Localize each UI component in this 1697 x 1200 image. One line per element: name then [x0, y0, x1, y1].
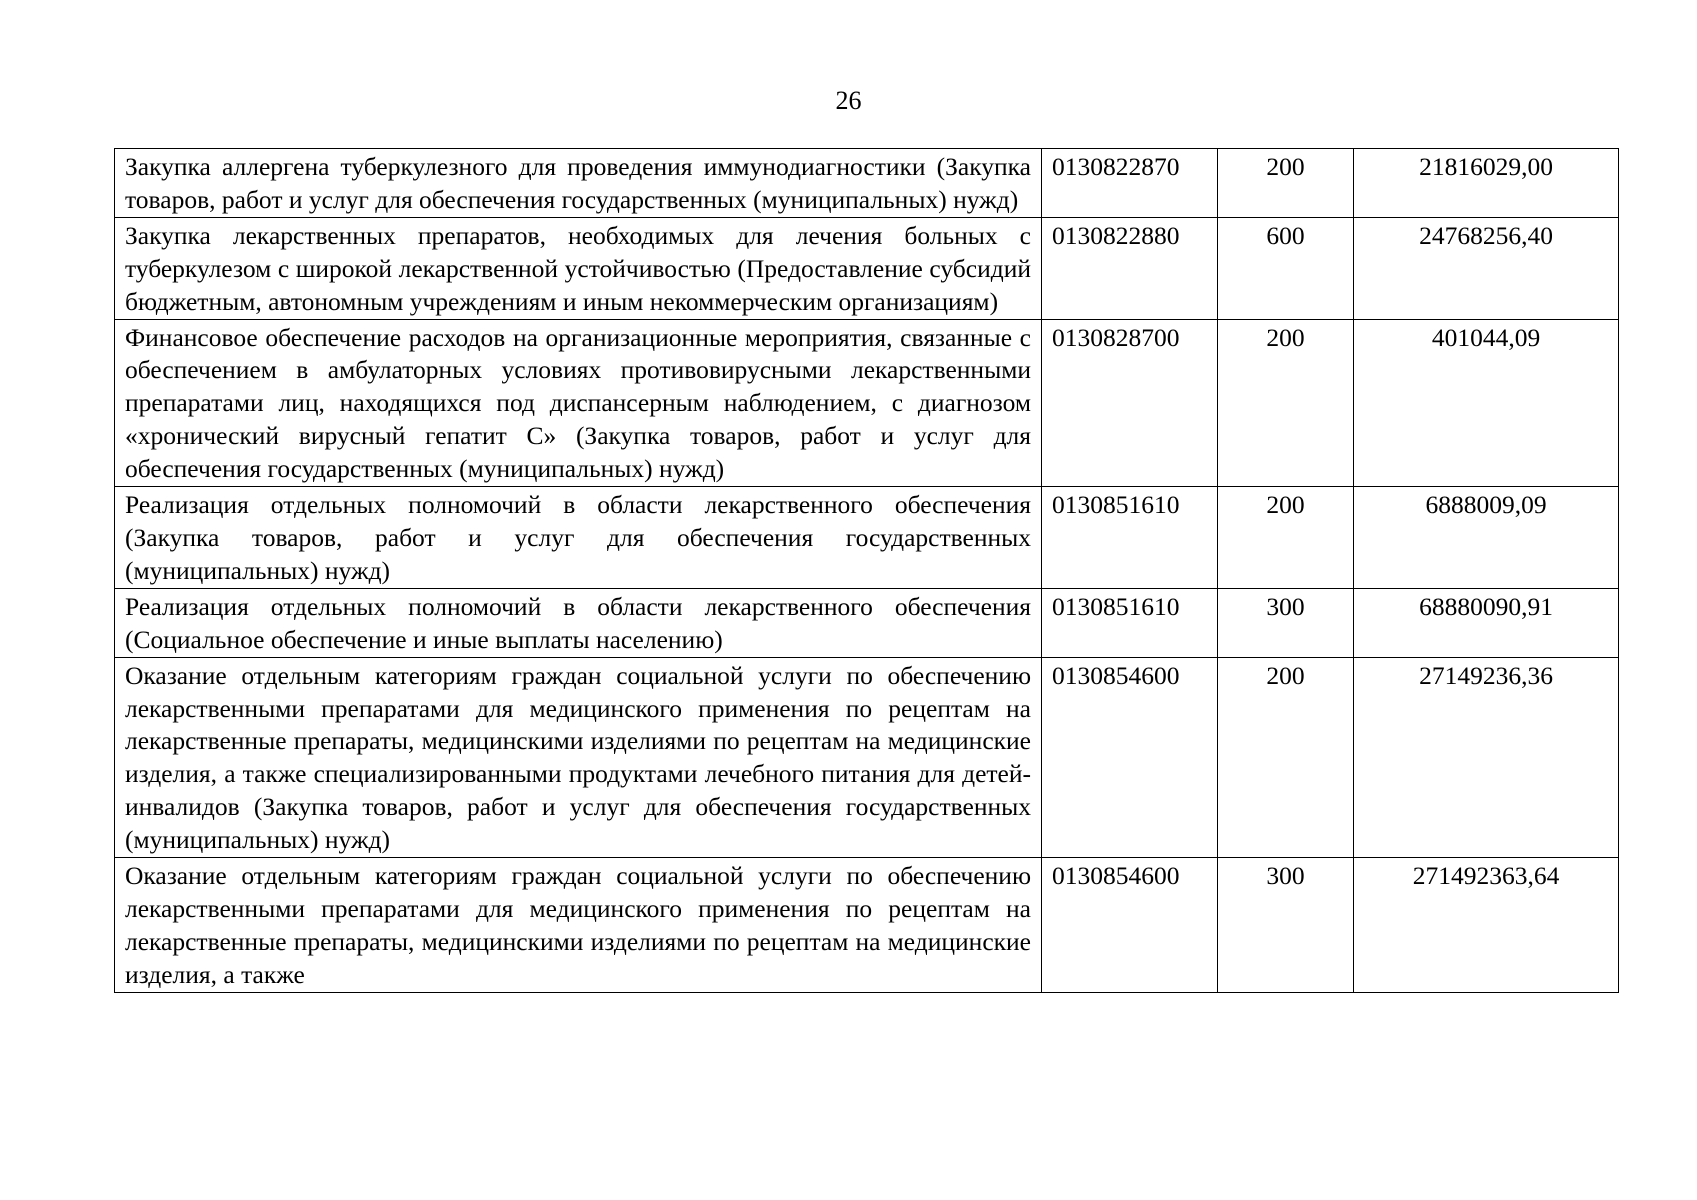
expense-name: Реализация отдельных полномочий в области лекарственного обеспечения (Социальное обеспечение и иные выплаты населению): [115, 588, 1042, 657]
budget-table: [114, 148, 1619, 993]
amount-value: 21816029,00: [1354, 149, 1619, 218]
amount-value: 6888009,09: [1354, 487, 1619, 589]
amount-value: 24768256,40: [1354, 217, 1619, 319]
target-article-code: 0130822870: [1042, 149, 1218, 218]
expense-type-code: 200: [1218, 319, 1354, 487]
table-row: [115, 487, 1619, 589]
target-article-code: 0130828700: [1042, 319, 1218, 487]
amount-value: 68880090,91: [1354, 588, 1619, 657]
table-row: [115, 858, 1619, 993]
target-article-code: 0130854600: [1042, 858, 1218, 993]
expense-name: Оказание отдельным категориям граждан социальной услуги по обеспечению лекарственными препаратами для медицинского применения по рецептам на лекарственные препараты, медицинскими изделиями по рецептам на медицинские изделия, а также: [115, 858, 1042, 993]
table-row: [115, 149, 1619, 218]
page-number: 26: [835, 86, 862, 115]
expense-type-code: 200: [1218, 487, 1354, 589]
amount-value: 271492363,64: [1354, 858, 1619, 993]
expense-name: Закупка аллергена туберкулезного для проведения иммунодиагностики (Закупка товаров, работ и услуг для обеспечения государственных (муниципальных) нужд): [115, 149, 1042, 218]
amount-value: 401044,09: [1354, 319, 1619, 487]
expense-name: Реализация отдельных полномочий в области лекарственного обеспечения (Закупка товаров, работ и услуг для обеспечения государственных (муниципальных) нужд): [115, 487, 1042, 589]
expense-name: Закупка лекарственных препаратов, необходимых для лечения больных с туберкулезом с широкой лекарственной устойчивостью (Предоставление субсидий бюджетным, автономным учреждениям и иным некоммерческим организациям): [115, 217, 1042, 319]
table-row: [115, 657, 1619, 857]
expense-type-code: 300: [1218, 588, 1354, 657]
target-article-code: 0130851610: [1042, 487, 1218, 589]
amount-value: 27149236,36: [1354, 657, 1619, 857]
expense-type-code: 600: [1218, 217, 1354, 319]
target-article-code: 0130851610: [1042, 588, 1218, 657]
target-article-code: 0130822880: [1042, 217, 1218, 319]
expense-name: Финансовое обеспечение расходов на организационные мероприятия, связанные с обеспечением в амбулаторных условиях противовирусными лекарственными препаратами лиц, находящихся под диспансерным наблюдением, с диагнозом «хронический вирусный гепатит С» (Закупка товаров, работ и услуг для обеспечения государственных (муниципальных) нужд): [115, 319, 1042, 487]
expense-type-code: 300: [1218, 858, 1354, 993]
expense-type-code: 200: [1218, 657, 1354, 857]
expense-name: Оказание отдельным категориям граждан социальной услуги по обеспечению лекарственными препаратами для медицинского применения по рецептам на лекарственные препараты, медицинскими изделиями по рецептам на медицинские изделия, а также специализированными продуктами лечебного питания для детей-инвалидов (Закупка товаров, работ и услуг для обеспечения государственных (муниципальных) нужд): [115, 657, 1042, 857]
table-row: [115, 588, 1619, 657]
table-row: [115, 319, 1619, 487]
target-article-code: 0130854600: [1042, 657, 1218, 857]
expense-type-code: 200: [1218, 149, 1354, 218]
table-row: [115, 217, 1619, 319]
